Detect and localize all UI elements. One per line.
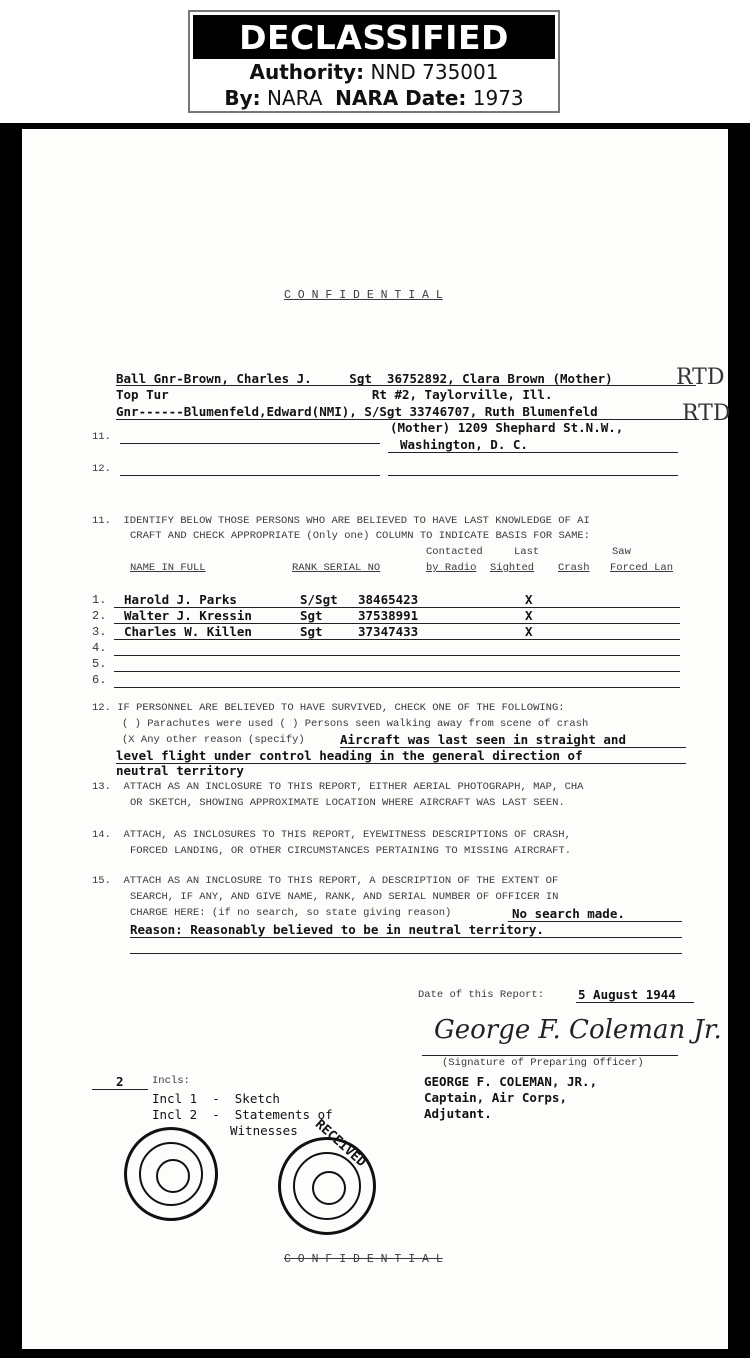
col-crash: Crash [558,562,590,574]
witness-rank: Sgt [300,608,323,623]
crew-rule-2 [116,419,696,420]
item-12-rule [120,475,380,476]
q15-rule-3 [130,953,682,954]
q14-line-2: FORCED LANDING, OR OTHER CIRCUMSTANCES PERTAINING TO MISSING AIRCRAFT. [130,845,572,857]
col-sighted: Sighted [490,562,535,574]
q12-answer-3: neutral territory [116,763,244,778]
witness-rule-6 [114,687,680,688]
rtd-annotation-1: RTD [676,365,725,390]
witness-serial: 38465423 [358,592,419,607]
q11-line-2: CRAFT AND CHECK APPROPRIATE (Only one) COLUMN TO INDICATE BASIS FOR SAME: [130,530,590,542]
col-contacted: Contacted [426,546,483,558]
witness-rank: Sgt [300,624,323,639]
witness-number: 1. [92,593,107,607]
item-11-rule [120,443,380,444]
declassified-banner [188,10,560,113]
received-stamp-label: RECEIVED [311,1117,369,1171]
report-date-value: 5 August 1944 [578,987,676,1002]
inclosure-count-rule [92,1089,148,1090]
q11-line-1: 11. IDENTIFY BELOW THOSE PERSONS WHO ARE BELIEVED TO HAVE LAST KNOWLEDGE OF AI [92,515,590,527]
q13-line-2: OR SKETCH, SHOWING APPROXIMATE LOCATION WHERE AIRCRAFT WAS LAST SEEN. [130,797,565,809]
officer-rank: Captain, Air Corps, [424,1090,567,1105]
crew-line-5: Washington, D. C. [400,437,528,452]
q12-line-3: (X Any other reason (specify) [122,734,305,746]
banner-by-date: By: NARA NARA Date: 1973 [224,86,524,110]
crew-line-2: Top Tur Rt #2, Taylorville, Ill. [116,387,553,402]
q12-answer-1: Aircraft was last seen in straight and [340,732,626,747]
rtd-annotation-2: RTD [682,401,731,426]
inclosure-count: 2 [116,1074,124,1089]
inclosure-3: Witnesses [230,1123,298,1138]
q12-answer-2: level flight under control heading in the general direction of [116,748,583,763]
officer-signature: George F. Coleman Jr. [434,1015,722,1045]
col-last: Last [514,546,540,558]
col-forced-landing: Forced Lan [610,562,674,574]
witness-rule-5 [114,671,680,672]
q15-line-3: CHARGE HERE: (if no search, so state giving reason) [130,907,452,919]
witness-sighted-mark: X [525,592,533,607]
witness-sighted-mark: X [525,608,533,623]
witness-serial: 37347433 [358,624,419,639]
q15-answer-1: No search made. [512,906,625,921]
q15-line-1: 15. ATTACH AS AN INCLOSURE TO THIS REPORT, A DESCRIPTION OF THE EXTENT OF [92,875,559,887]
officer-title: Adjutant. [424,1106,492,1121]
witness-rank: S/Sgt [300,592,338,607]
witness-name: Harold J. Parks [124,592,237,607]
col-radio: by Radio [426,562,477,574]
q13-line-1: 13. ATTACH AS AN INCLOSURE TO THIS REPORT, EITHER AERIAL PHOTOGRAPH, MAP, CHA [92,781,584,793]
banner-authority: Authority: NND 735001 [249,60,499,84]
footer-confidential: C O N F I D E N T I A L [284,1253,443,1266]
crew-rule-1 [116,385,696,386]
report-date-label: Date of this Report: [418,989,545,1001]
witness-number: 2. [92,609,107,623]
item-12-number: 12. [92,463,111,475]
crew-line-4: (Mother) 1209 Shephard St.N.W., [390,420,624,435]
inclosure-1: Incl 1 - Sketch [152,1091,280,1106]
inclosure-2: Incl 2 - Statements of [152,1107,333,1122]
document-page [22,129,731,1349]
col-name: NAME IN FULL [130,562,206,574]
q15-line-2: SEARCH, IF ANY, AND GIVE NAME, RANK, AND SERIAL NUMBER OF OFFICER IN [130,891,559,903]
q12-line-1: 12. IF PERSONNEL ARE BELIEVED TO HAVE SURVIVED, CHECK ONE OF THE FOLLOWING: [92,702,565,714]
witness-sighted-mark: X [525,624,533,639]
col-rank-serial: RANK SERIAL NO [292,562,381,574]
blank-row-number-6: 6. [92,673,107,687]
witness-name: Charles W. Killen [124,624,252,639]
signature-caption: (Signature of Preparing Officer) [442,1057,644,1069]
col-saw: Saw [612,546,631,558]
banner-title: DECLASSIFIED [193,15,555,59]
witness-rule-3 [114,639,680,640]
witness-serial: 37538991 [358,608,419,623]
witness-name: Walter J. Kressin [124,608,252,623]
received-stamp [124,1127,218,1221]
q14-line-1: 14. ATTACH, AS INCLOSURES TO THIS REPORT, EYEWITNESS DESCRIPTIONS OF CRASH, [92,829,571,841]
blank-row-number-4: 4. [92,641,107,655]
crew-rule-4 [388,475,678,476]
officer-name: GEORGE F. COLEMAN, JR., [424,1074,598,1089]
q12-line-2: ( ) Parachutes were used ( ) Persons seen walking away from scene of crash [122,718,589,730]
q15-answer-2: Reason: Reasonably believed to be in neutral territory. [130,922,544,937]
crew-line-3: Gnr------Blumenfeld,Edward(NMI), S/Sgt 33746707, Ruth Blumenfeld [116,404,598,419]
signature-rule [422,1055,678,1056]
document-scan [0,123,750,1358]
crew-rule-3 [388,452,678,453]
q15-rule-2 [130,937,682,938]
inclosure-label: Incls: [152,1075,190,1087]
item-11-number: 11. [92,431,111,443]
witness-rule-4 [114,655,680,656]
crew-line-1: Ball Gnr-Brown, Charles J. Sgt 36752892, Clara Brown (Mother) [116,371,613,386]
blank-row-number-5: 5. [92,657,107,671]
report-date-rule [576,1002,694,1003]
witness-number: 3. [92,625,107,639]
header-confidential: C O N F I D E N T I A L [284,289,443,302]
